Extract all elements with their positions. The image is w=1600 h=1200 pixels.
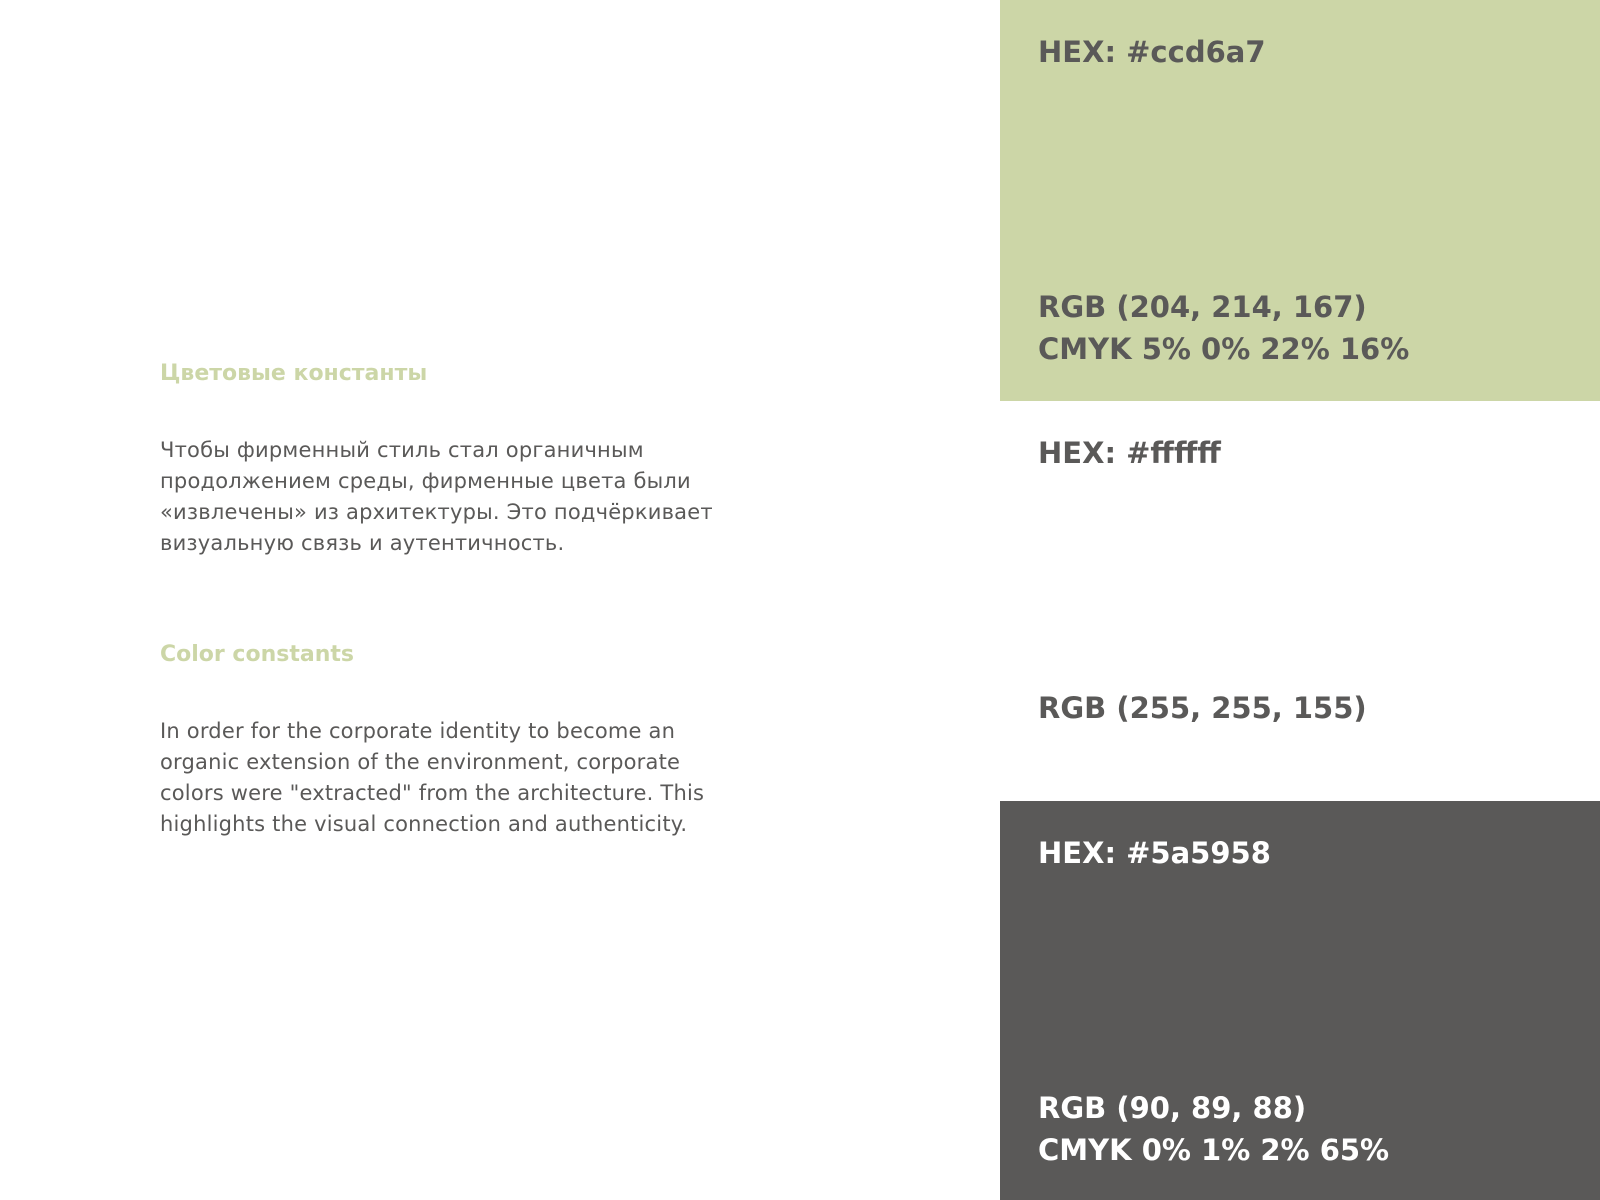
- swatch-rgb-label: RGB (204, 214, 167): [1038, 290, 1367, 324]
- swatch-values: [1038, 1087, 1389, 1171]
- swatch-green: [1000, 0, 1600, 401]
- swatch-rgb-label: RGB (90, 89, 88): [1038, 1091, 1307, 1125]
- swatch-hex-label: HEX: #ccd6a7: [1038, 35, 1266, 69]
- description-column: [160, 0, 800, 1200]
- swatch-cmyk-label: CMYK 5% 0% 22% 16%: [1038, 332, 1410, 366]
- swatch-white: [1000, 401, 1600, 802]
- heading-english: Color constants: [160, 642, 354, 667]
- swatch-dark-gray: [1000, 801, 1600, 1200]
- swatch-hex-label: HEX: #ffffff: [1038, 436, 1221, 470]
- swatch-values: [1038, 687, 1367, 729]
- paragraph-russian: [160, 435, 800, 559]
- swatch-values: [1038, 286, 1409, 370]
- heading-russian: Цветовые константы: [160, 361, 428, 386]
- paragraph-line: colors were "extracted" from the architecture. This: [160, 781, 705, 805]
- swatch-rgb-label: RGB (255, 255, 155): [1038, 691, 1367, 725]
- color-swatches: [1000, 0, 1600, 1200]
- paragraph-line: In order for the corporate identity to become an: [160, 719, 676, 743]
- paragraph-line: highlights the visual connection and authenticity.: [160, 812, 688, 836]
- paragraph-line: продолжением среды, фирменные цвета были: [160, 469, 691, 493]
- paragraph-line: organic extension of the environment, corporate: [160, 750, 681, 774]
- paragraph-line: Чтобы фирменный стиль стал органичным: [160, 438, 644, 462]
- swatch-hex-label: HEX: #5a5958: [1038, 836, 1271, 870]
- paragraph-line: визуальную связь и аутентичность.: [160, 531, 565, 555]
- paragraph-english: [160, 716, 800, 840]
- swatch-cmyk-label: CMYK 0% 1% 2% 65%: [1038, 1133, 1390, 1167]
- paragraph-line: «извлечены» из архитектуры. Это подчёркивает: [160, 500, 713, 524]
